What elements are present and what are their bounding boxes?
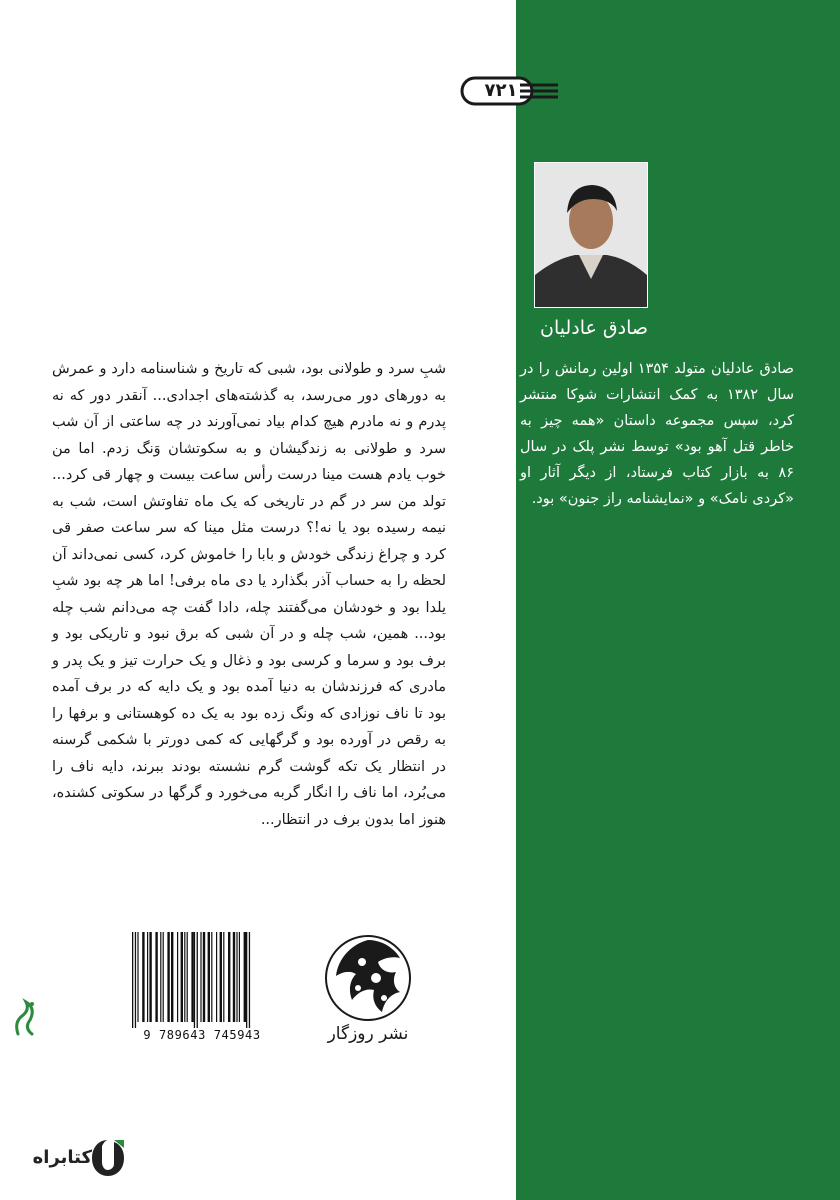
barcode-bar <box>160 932 161 1022</box>
author-photo <box>534 162 648 308</box>
series-number: ۷۲۱ <box>484 80 518 101</box>
publisher-name: نشر روزگار <box>327 1024 409 1044</box>
barcode-guard-bar <box>246 932 247 1028</box>
barcode-bar <box>233 932 235 1022</box>
isbn-digits: 9 789643 745943 <box>128 1028 276 1046</box>
signature-mark-icon <box>10 994 40 1040</box>
barcode-bar <box>228 932 230 1022</box>
author-portrait-icon <box>535 163 647 307</box>
author-bio: صادق عادلیان متولد ۱۳۵۴ اولین رمانش را در سال ۱۳۸۲ به کمک انتشارات شوکا منتشر کرد، سپس مجموعه داستان «همه چیز به خاطر قتل آهو بود» توسط نشر پلک در سال ۸۶ به بازار کتاب فرستاد، از دیگر آثار او «کردی نامک» و «نمایشنامه راز جنون» بود. <box>520 361 794 507</box>
barcode-bar <box>211 932 212 1022</box>
ketabrah-logo-icon <box>88 1136 128 1180</box>
barcode-guard-bar <box>132 932 133 1028</box>
barcode-bar <box>184 932 185 1022</box>
barcode-bar <box>220 932 222 1022</box>
barcode-bar <box>236 932 237 1022</box>
back-cover-blurb: شبِ سرد و طولانی بود، شبی که تاریخ و شناسنامه دارد و عمرش به دورهای دور می‌رسد، به گذشته‌های اجدادی... آنقدر دور که نه پدرم و نه مادرم هیچ کدام بیاد نمی‌آورند در چه ساعتی از آن شب سرد و طولانی به زندگیشان و به سکوتشان وَنگ زدم. اما من خوب یادم هست مینا درست رأس ساعت بیست و چهار قی کرد... تولد من سر در گم در تاریخی که یک ماه تفاوتش است، شب به نیمه رسیده بود یا نه!؟ درست مثل مینا که سر ساعت صفر قی کرد و چراغ زندگی خودش و بابا را خاموش کرد، کسی نمی‌داند آن لحظه را به حساب آذر بگذارد یا دی ماه برفی! اما هر چه بود شبِ یلدا بود و خودشان می‌گفتند چله، دادا گفت چه می‌دانم شب چله بود... همین، شب چله و در آن شبی که برق نبود و تاریکی بود و برف بود و سرما و کرسی بود و ذغال و یک حرارت تیز و یک پدر و مادری که فرزندشان به دنیا آمده بود و یک دایه که در برف آمده بود تا ناف نوزادی که ونگ زده بود به یک ده کوهستانی و برفها را به رقص در آورده بود و گرگهایی که کمی دورتر با شکمی گرسنه در انتظار یک تکه گوشت گرم نشسته بودند ببرند، دایه ناف را می‌بُرد، اما ناف را انگار گربه می‌خورد و گرگها در سکوتی کشنده، هنوز اما بدون برف در انتظار... <box>52 361 446 828</box>
publisher-emblem-icon <box>322 932 414 1024</box>
barcode-bar <box>223 932 224 1022</box>
barcode-bar <box>177 932 178 1022</box>
barcode-guard-bar <box>194 932 195 1028</box>
barcode-bar <box>181 932 183 1022</box>
barcode-bars <box>128 930 276 1030</box>
barcode-bar <box>187 932 188 1022</box>
barcode-guard-bar <box>249 932 250 1028</box>
publisher-logo <box>322 932 414 1024</box>
barcode-guard-bar <box>197 932 198 1028</box>
barcode-bar <box>191 932 193 1022</box>
barcode-bar <box>142 932 144 1022</box>
barcode-bar <box>147 932 148 1022</box>
barcode-bar <box>208 932 210 1022</box>
barcode-bar <box>137 932 138 1022</box>
barcode-bar <box>244 932 246 1022</box>
barcode-bar <box>149 932 151 1022</box>
barcode-bar <box>239 932 240 1022</box>
barcode-bar <box>171 932 173 1022</box>
barcode-bar <box>200 932 201 1022</box>
barcode-bar <box>163 932 164 1022</box>
barcode-bar <box>203 932 205 1022</box>
ketabrah-wordmark: کتابراه <box>32 1147 92 1168</box>
barcode-bar <box>167 932 169 1022</box>
designer-signature <box>10 994 40 1040</box>
author-name: صادق عادلیان <box>539 317 649 339</box>
barcode-guard-bar <box>135 932 136 1028</box>
barcode-bar <box>155 932 157 1022</box>
ketabrah-watermark <box>18 1136 128 1180</box>
barcode-bar <box>216 932 217 1022</box>
